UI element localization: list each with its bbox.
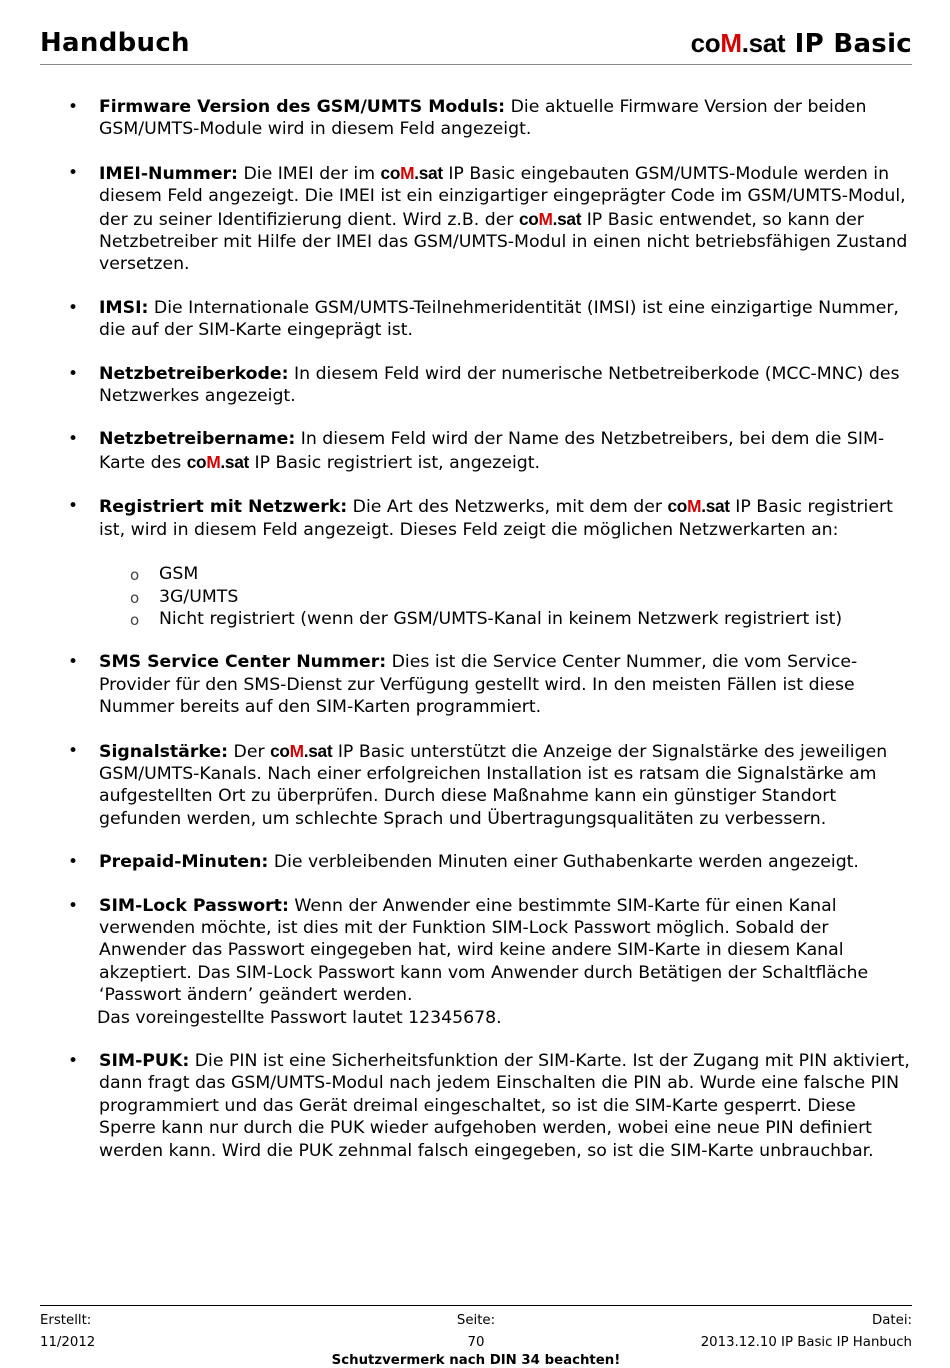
comsat-logo: coM.sat <box>186 451 250 472</box>
circle-bullet-icon: o <box>130 588 140 607</box>
list-item-imsi <box>99 297 912 342</box>
item-label: SIM-Lock Passwort: <box>99 895 289 916</box>
list-item-sms-service-center <box>99 651 912 718</box>
comsat-logo: coM.sat <box>690 28 786 58</box>
comsat-logo: coM.sat <box>270 740 333 761</box>
item-label: SIM-PUK: <box>99 1051 190 1071</box>
comsat-logo: coM.sat <box>667 496 730 517</box>
list-item-sim-puk <box>99 1050 912 1162</box>
footer-page: Seite: 70 <box>40 1310 912 1354</box>
item-label: Signalstärke: <box>99 741 229 762</box>
list-item-netzbetreibername: • Netzbetreibername: In diesem Feld wird der Name des Netzbetreibers, bei dem die SIM-Karte des coM.sat IP Basic registriert ist, angezeigt. <box>99 428 912 474</box>
item-text: Die Internationale GSM/UMTS-Teilnehmeridentität (IMSI) ist eine einzigartige Nummer, die auf der SIM-Karte eingeprägt ist. <box>99 297 899 341</box>
item-text: Die aktuelle Firmware Version der beiden GSM/UMTS-Module wird in diesem Feld angezeigt. <box>99 97 867 140</box>
item-text: In diesem Feld wird der numerische Netbetreiberkode (MCC-MNC) des Netzwerkes angezeigt. <box>99 363 900 407</box>
item-label: Registriert mit Netzwerk: <box>99 497 348 518</box>
item-label: IMEI-Nummer: <box>99 163 238 184</box>
item-label: Firmware Version des GSM/UMTS Moduls: <box>99 97 506 117</box>
sub-list-item: o 3G/UMTS <box>99 586 912 608</box>
item-text: Wenn der Anwender eine bestimmte SIM-Karte für einen Kanal verwenden möchte, ist dies mit der Funktion SIM-Lock Passwort möglich. Sobald der Anwender das Passwort eingegeben hat, wird keine andere SIM-Karte in diesem Kanal akzeptiert. Das SIM-Lock Passwort kann vom Anwender durch Betätigen der Schaltfläche ‘Passwort ändern’ geändert werden. <box>99 895 869 1006</box>
list-item-registriert: • Registriert mit Netzwerk: Die Art des Netzwerks, mit dem der coM.sat IP Basic registriert ist, wird in diesem Feld angezeigt. Dieses Feld zeigt die möglichen Netzwerkarten an: o GSM o 3G/UMTS o Nicht registriert (wenn der GSM/UMTS-Kanal in keinem Netzwerk registriert ist) <box>99 495 912 630</box>
item-label: Netzbetreiberkode: <box>99 363 289 384</box>
footer-created: Erstellt: 11/2012 <box>40 1313 96 1350</box>
document-title: Handbuch <box>40 28 190 58</box>
page-header <box>40 28 912 65</box>
page-content <box>99 96 912 1183</box>
sub-list-item: o Nicht registriert (wenn der GSM/UMTS-Kanal in keinem Netzwerk registriert ist) <box>99 608 912 630</box>
protection-note: Schutzvermerk nach DIN 34 beachten! <box>331 1353 621 1368</box>
product-name: coM.sat IP Basic <box>690 28 912 59</box>
comsat-logo: coM.sat <box>518 208 582 229</box>
item-text: Die verbleibenden Minuten einer Guthabenkarte werden angezeigt. <box>268 852 859 873</box>
page-number: 70 <box>467 1335 485 1350</box>
comsat-logo: coM.sat <box>380 162 443 183</box>
network-type-list <box>99 563 912 630</box>
list-item-imei: • IMEI-Nummer: Die IMEI der im coM.sat IP Basic eingebauten GSM/UMTS-Module werden in diesem Feld angezeigt. Die IMEI ist ein einzigartiger eingeprägter Code im GSM/UMTS-Modul, der zu seiner Identifizierung dient. Wird z.B. der coM.sat IP Basic entwendet, so kann der Netzbetreiber mit Hilfe der IMEI das GSM/UMTS-Modul in einen nicht betriebsfähigen Zustand versetzen. <box>99 162 912 276</box>
list-item-signalstaerke: • Signalstärke: Der coM.sat IP Basic unterstützt die Anzeige der Signalstärke des jeweiligen GSM/UMTS-Kanals. Nach einer erfolgreichen Installation ist es ratsam die Signalstärke am aufgestellten Ort zu überprüfen. Durch diese Maßnahme kann ein günstiger Standort gefunden werden, um schlechte Sprach und Übertragungsqualitäten zu verbessern. <box>99 740 912 831</box>
list-item-netzbetreiberkode <box>99 363 912 408</box>
default-password-note: Das voreingestellte Passwort lautet 12345678. <box>97 1007 502 1028</box>
footer-file: Datei: 2013.12.10 IP Basic IP Hanbuch <box>700 1313 912 1350</box>
item-label: IMSI: <box>99 297 149 318</box>
item-label: SMS Service Center Nummer: <box>99 652 387 673</box>
item-text: Die PIN ist eine Sicherheitsfunktion der SIM-Karte. Ist der Zugang mit PIN aktiviert, dann fragt das GSM/UMTS-Modul nach jedem Einschalten die PIN ab. Wurde eine falsche PIN programmiert und das Gerät dreimal eingeschaltet, so ist die SIM-Karte gesperrt. Diese Sperre kann nur durch die PUK wieder aufgehoben werden, wobei eine neue PIN definiert werden kann. Wird die PUK zehnmal falsch eingegeben, so ist die SIM-Karte unbrauchbar. <box>99 1051 910 1161</box>
circle-bullet-icon: o <box>130 610 140 629</box>
circle-bullet-icon: o <box>130 566 140 585</box>
sub-list-item: o GSM <box>99 563 912 585</box>
item-label: Prepaid-Minuten: <box>99 852 269 873</box>
item-text: Dies ist die Service Center Nummer, die vom Service-Provider für den SMS-Dienst zur Verfügung gestellt wird. In den meisten Fällen ist diese Nummer bereits auf den SIM-Karten programmiert. <box>99 652 858 718</box>
list-item-prepaid <box>99 851 912 873</box>
page-footer <box>40 1305 912 1368</box>
list-item-firmware <box>99 96 912 141</box>
item-label: Netzbetreibername: <box>99 429 296 450</box>
list-item-sim-lock <box>99 895 912 1029</box>
